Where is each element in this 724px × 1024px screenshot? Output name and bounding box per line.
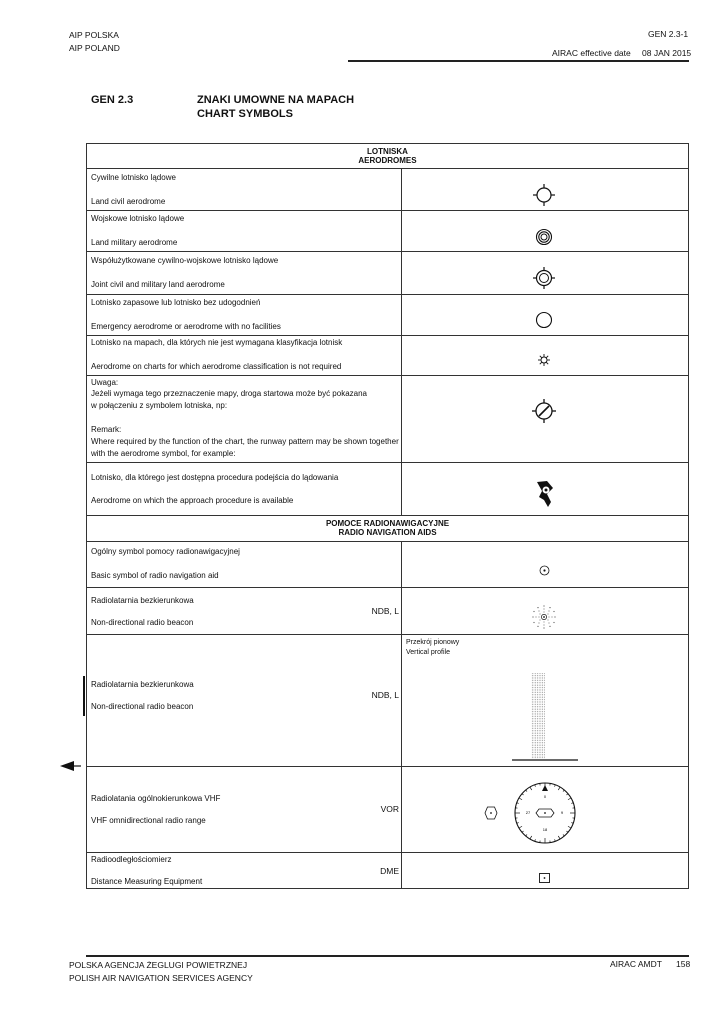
remark-pl-label: Uwaga: [91, 378, 119, 387]
footer-left-line2: POLISH AIR NAVIGATION SERVICES AGENCY [69, 973, 253, 983]
column-divider [401, 541, 402, 889]
compass-tick [519, 798, 522, 800]
remark-en-label: Remark: [91, 425, 122, 434]
emergency-aerodrome-icon [535, 311, 553, 329]
svg-text:9: 9 [560, 810, 564, 815]
compass-tick [530, 787, 532, 790]
row-ndb-profile-pl: Radiolatarnia bezkierunkowa [91, 680, 194, 689]
dme-icon [539, 873, 550, 883]
row-divider [86, 634, 689, 635]
section-aerodromes-en: AERODROMES [358, 156, 417, 165]
row-emergency-en: Emergency aerodrome or aerodrome with no facilities [91, 322, 281, 331]
footer-amdt-number: 158 [676, 959, 691, 969]
page-title-en: CHART SYMBOLS [197, 108, 293, 120]
header-page-code: GEN 2.3-1 [648, 29, 689, 39]
remark-en-line1: Where required by the function of the chart, the runway pattern may be shown together [91, 437, 399, 446]
remark-pl-line1: Jeżeli wymaga tego przeznaczenie mapy, droga startowa może być pokazana [91, 389, 367, 398]
row-dme-pl: Radioodległościomierz [91, 855, 172, 864]
row-divider [86, 210, 689, 211]
compass-tick [563, 790, 564, 792]
row-divider [86, 168, 689, 169]
row-vor-abbr: VOR [380, 804, 399, 814]
row-military-pl: Wojskowe lotnisko lądowe [91, 214, 185, 223]
svg-text:18: 18 [542, 827, 548, 832]
row-divider [86, 462, 689, 463]
row-unclassified-en: Aerodrome on charts for which aerodrome classification is not required [91, 362, 342, 371]
ndb-icon [530, 603, 558, 631]
vor-compass-rose-icon [512, 780, 578, 846]
header-airac-date: 08 JAN 2015 [642, 48, 692, 58]
row-ndb-pl: Radiolatarnia bezkierunkowa [91, 596, 194, 605]
row-navaid-basic-pl: Ogólny symbol pomocy radionawigacyjnej [91, 547, 240, 556]
footer-amdt-label: AIRAC AMDT [610, 959, 662, 969]
military-aerodrome-icon [535, 228, 553, 246]
unclassified-aerodrome-icon [538, 354, 550, 366]
compass-tick [526, 790, 527, 792]
compass-tick [522, 794, 524, 795]
ndb-vertical-profile-icon [510, 672, 580, 764]
row-navaid-basic-en: Basic symbol of radio navigation aid [91, 571, 219, 580]
remark-en-line2: with the aerodrome symbol, for example: [91, 449, 236, 458]
row-dme-abbr: DME [380, 866, 399, 876]
compass-tick [519, 826, 522, 828]
row-vor-en: VHF omnidirectional radio range [91, 816, 206, 825]
header-left-line2: AIP POLAND [69, 43, 120, 53]
row-emergency-pl: Lotnisko zapasowe lub lotnisko bez udogodnień [91, 298, 261, 307]
compass-tick [568, 826, 571, 828]
navaid-basic-icon [539, 565, 550, 576]
runway-pattern-icon [531, 398, 557, 424]
section-code: GEN 2.3 [91, 94, 134, 106]
compass-tick [530, 836, 532, 839]
row-approach-pl: Lotnisko, dla którego jest dostępna procedura podejścia do lądowania [91, 473, 339, 482]
svg-text:27: 27 [525, 810, 531, 815]
row-ndb-profile-abbr: NDB, L [371, 690, 399, 700]
row-ndb-profile-en: Non-directional radio beacon [91, 702, 194, 711]
footer-left-line1: POLSKA AGENCJA ŻEGLUGI POWIETRZNEJ [69, 960, 248, 970]
row-divider [86, 541, 689, 542]
civil-aerodrome-icon [532, 183, 556, 207]
amendment-arrow-icon [60, 759, 82, 773]
row-divider [86, 587, 689, 588]
row-divider [86, 251, 689, 252]
vor-hexagon-icon [484, 806, 498, 820]
header-rule [348, 60, 689, 62]
row-joint-en: Joint civil and military land aerodrome [91, 280, 225, 289]
row-divider [86, 766, 689, 767]
row-civil-pl: Cywilne lotnisko lądowe [91, 173, 176, 182]
svg-text:0: 0 [543, 794, 547, 799]
section-navaids-en: RADIO NAVIGATION AIDS [338, 528, 437, 537]
row-ndb-en: Non-directional radio beacon [91, 618, 194, 627]
compass-tick [526, 834, 527, 836]
column-divider [401, 168, 402, 515]
row-military-en: Land military aerodrome [91, 238, 178, 247]
compass-tick [566, 831, 568, 832]
row-divider [86, 335, 689, 336]
row-divider [86, 294, 689, 295]
remark-pl-line2: w połączeniu z symbolem lotniska, np: [91, 401, 228, 410]
row-divider [86, 852, 689, 853]
joint-aerodrome-icon [532, 266, 556, 290]
compass-tick [558, 836, 560, 839]
compass-tick [558, 787, 560, 790]
profile-note-pl: Przekrój pionowy [406, 639, 460, 646]
row-vor-pl: Radiolatania ogólnokierunkowa VHF [91, 794, 221, 803]
compass-tick [563, 834, 564, 836]
row-joint-pl: Współużytkowane cywilno-wojskowe lotnisko lądowe [91, 256, 279, 265]
row-unclassified-pl: Lotnisko na mapach, dla których nie jest wymagana klasyfikacja lotnisk [91, 338, 343, 347]
header-left-line1: AIP POLSKA [69, 30, 119, 40]
row-ndb-abbr: NDB, L [371, 606, 399, 616]
row-dme-en: Distance Measuring Equipment [91, 877, 203, 886]
section-aerodromes-pl: LOTNISKA [367, 147, 408, 156]
row-approach-en: Aerodrome on which the approach procedure is available [91, 496, 294, 505]
row-civil-en: Land civil aerodrome [91, 197, 166, 206]
row-divider [86, 515, 689, 516]
section-navaids-pl: POMOCE RADIONAWIGACYJNE [325, 519, 450, 528]
approach-aerodrome-icon [533, 478, 557, 510]
compass-tick [568, 798, 571, 800]
profile-note-en: Vertical profile [406, 649, 450, 656]
header-airac-label: AIRAC effective date [552, 48, 631, 58]
footer-rule [86, 955, 689, 957]
page-title-pl: ZNAKI UMOWNE NA MAPACH [197, 94, 355, 106]
row-divider [86, 375, 689, 376]
compass-tick [522, 831, 524, 832]
compass-tick [566, 794, 568, 795]
change-bar [83, 676, 85, 716]
